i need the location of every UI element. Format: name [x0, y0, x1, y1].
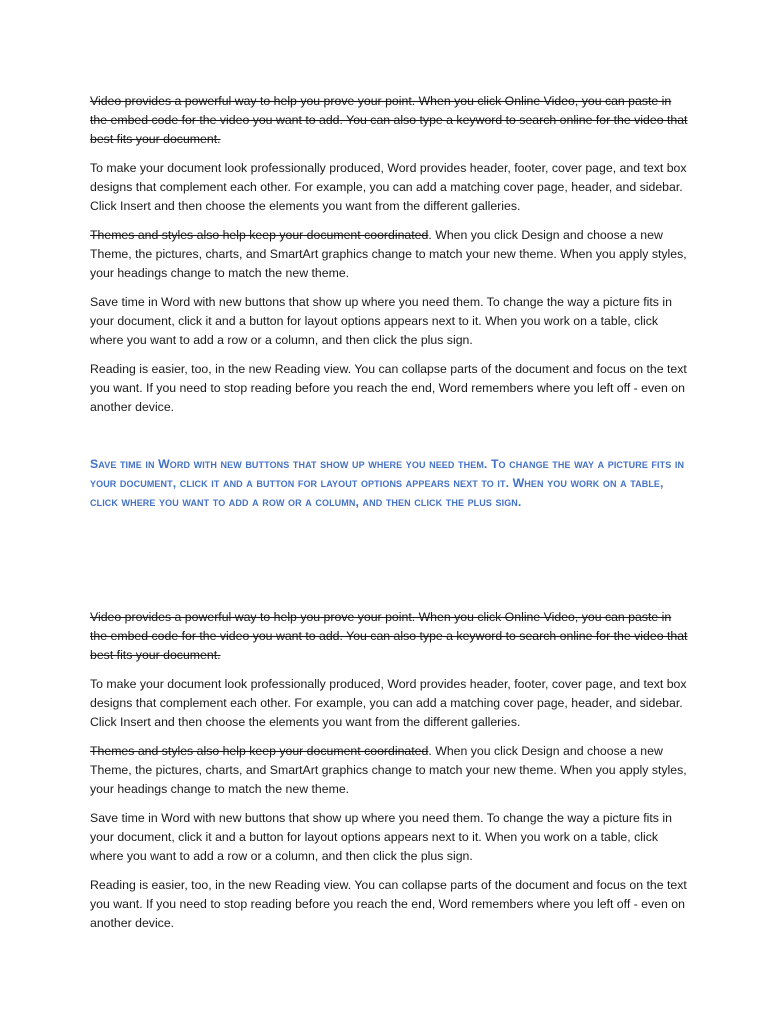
strikethrough-text: Video provides a powerful way to help you prove your point. When you click Online Video, you can paste in the embed code for the video you want to add. You can also type a keyword to search online for the video that best fits your document. [90, 94, 688, 146]
section-2 [90, 608, 688, 943]
paragraph-reading: Reading is easier, too, in the new Reading view. You can collapse parts of the document and focus on the text you want. If you need to stop reading before you reach the end, Word remembers where you left off - even on another device. [90, 878, 687, 930]
paragraph-themes [90, 226, 688, 283]
paragraph-video [90, 92, 688, 149]
strikethrough-text: Themes and styles also help keep your document coordinated [90, 228, 429, 242]
paragraph-themes-rest: . When you click Design and choose a new Theme, the pictures, charts, and SmartArt graphics change to match your new theme. When you apply styles, your headings change to match the new theme. [90, 228, 687, 280]
section-1 [90, 92, 688, 427]
paragraph-buttons: Save time in Word with new buttons that show up where you need them. To change the way a picture fits in your document, click it and a button for layout options appears next to it. When you work on a table, click where you want to add a row or a column, and then click the plus sign. [90, 811, 672, 863]
paragraph-themes [90, 742, 688, 799]
paragraph-design: To make your document look professionally produced, Word provides header, footer, cover page, and text box designs that complement each other. For example, you can add a matching cover page, header, and sidebar. Click Insert and then choose the elements you want from the different galleries. [90, 161, 687, 213]
paragraph-reading: Reading is easier, too, in the new Reading view. You can collapse parts of the document and focus on the text you want. If you need to stop reading before you reach the end, Word remembers where you left off - even on another device. [90, 362, 687, 414]
paragraph-design: To make your document look professionally produced, Word provides header, footer, cover page, and text box designs that complement each other. For example, you can add a matching cover page, header, and sidebar. Click Insert and then choose the elements you want from the different galleries. [90, 677, 687, 729]
heading-block [90, 455, 688, 522]
blue-heading: Save time in Word with new buttons that show up where you need them. To change the way a picture fits in your document, click it and a button for layout options appears next to it. When you work on a table, click where you want to add a row or a column, and then click the plus sign. [90, 457, 685, 509]
strikethrough-text: Video provides a powerful way to help you prove your point. When you click Online Video, you can paste in the embed code for the video you want to add. You can also type a keyword to search online for the video that best fits your document. [90, 610, 688, 662]
strikethrough-text: Themes and styles also help keep your document coordinated [90, 744, 429, 758]
paragraph-themes-rest: . When you click Design and choose a new Theme, the pictures, charts, and SmartArt graphics change to match your new theme. When you apply styles, your headings change to match the new theme. [90, 744, 687, 796]
paragraph-buttons: Save time in Word with new buttons that show up where you need them. To change the way a picture fits in your document, click it and a button for layout options appears next to it. When you work on a table, click where you want to add a row or a column, and then click the plus sign. [90, 295, 672, 347]
paragraph-video [90, 608, 688, 665]
